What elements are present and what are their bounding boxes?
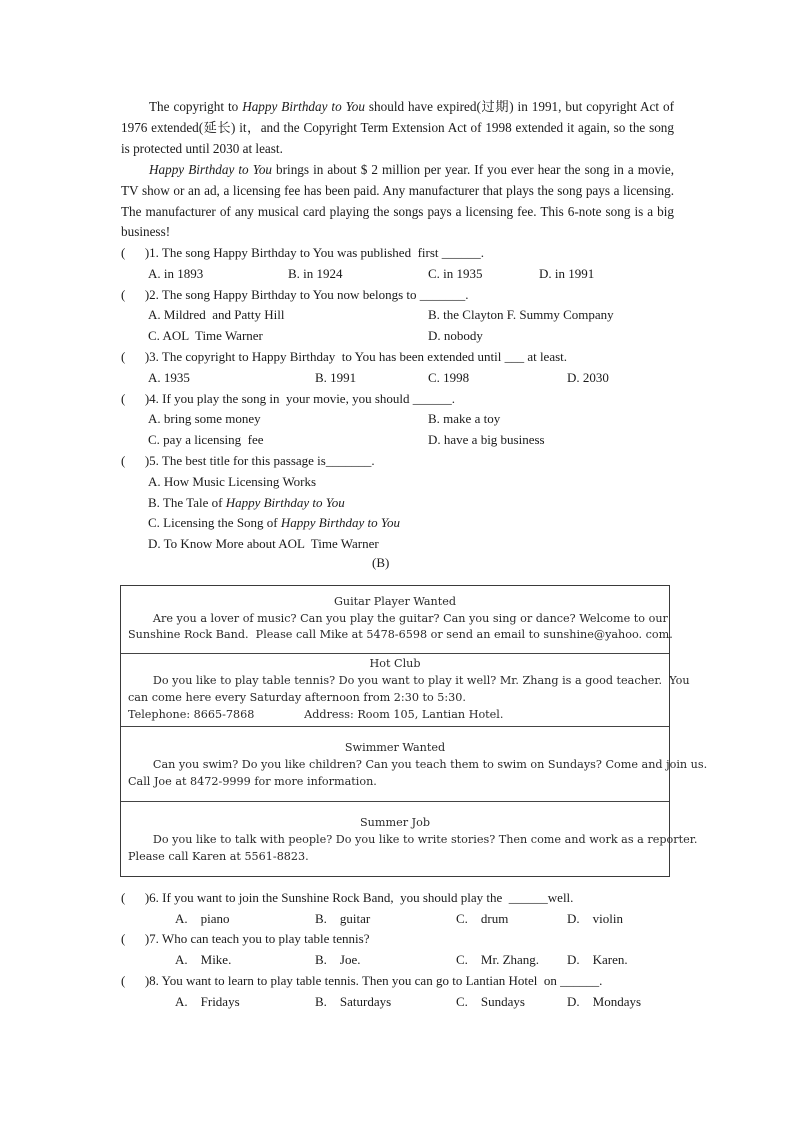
question-7-option-a[interactable]: A. Mike.: [175, 952, 232, 967]
section-b-label: (B): [372, 555, 390, 570]
question-7-option-c[interactable]: C. Mr. Zhang.: [456, 952, 540, 967]
question-2-stem: ( )2. The song Happy Birthday to You now belongs to _______.: [121, 287, 469, 302]
question-4-option-b[interactable]: B. make a toy: [428, 411, 501, 426]
ad-guitar-title: Guitar Player Wanted: [333, 595, 457, 608]
question-6-option-a[interactable]: A. piano: [175, 911, 230, 926]
ad-hot-club-line-1: Do you like to play table tennis? Do you want to play it well? Mr. Zhang is a good teacher. You: [128, 674, 690, 687]
para1-text-a: The copyright to: [149, 99, 243, 114]
question-5-option-c-text: C. Licensing the Song of: [148, 515, 281, 530]
ad-hot-club-line-2: can come here every Saturday afternoon from 2:30 to 5:30.: [128, 691, 466, 704]
question-4-option-d[interactable]: D. have a big business: [428, 432, 545, 447]
ad-hot-club-title: Hot Club: [369, 657, 421, 670]
question-8-option-a[interactable]: A. Fridays: [175, 994, 240, 1009]
ad-hot-club-line-3: Telephone: 8665-7868 Address: Room 105, Lantian Hotel.: [128, 708, 504, 721]
question-6-option-c[interactable]: C. drum: [456, 911, 509, 926]
question-2-option-d[interactable]: D. nobody: [428, 328, 483, 343]
question-5-option-c-song: Happy Birthday to You: [280, 515, 400, 530]
question-7-option-d[interactable]: D. Karen.: [567, 952, 628, 967]
question-3-option-b[interactable]: B. 1991: [315, 370, 357, 385]
ad-divider: [121, 726, 669, 727]
question-1-option-d[interactable]: D. in 1991: [539, 266, 595, 281]
para1-text-b: should have expired(过期) in 1991, but copyright Act of 1976 extended(延长) it，and the Copyright Term Extension Act of 1998 extended it again, so the song is protected until 2030 at least.: [121, 99, 674, 156]
passage-paragraph-2: [121, 160, 674, 243]
question-6-option-b[interactable]: B. guitar: [315, 911, 371, 926]
question-4-option-a[interactable]: A. bring some money: [148, 411, 261, 426]
question-5-stem: ( )5. The best title for this passage is_______.: [121, 453, 375, 468]
para2-song-title: Happy Birthday to You: [149, 162, 273, 177]
question-8-option-c[interactable]: C. Sundays: [456, 994, 525, 1009]
question-3-stem: ( )3. The copyright to Happy Birthday to You has been extended until ___ at least.: [121, 349, 568, 364]
question-1-option-c[interactable]: C. in 1935: [428, 266, 483, 281]
question-5-option-c[interactable]: [148, 513, 400, 533]
ad-divider: [121, 801, 669, 802]
question-8-option-d[interactable]: D. Mondays: [567, 994, 642, 1009]
question-8-option-b[interactable]: B. Saturdays: [315, 994, 392, 1009]
question-6-option-d[interactable]: D. violin: [567, 911, 623, 926]
question-4-option-c[interactable]: C. pay a licensing fee: [148, 432, 264, 447]
question-5-option-b-song: Happy Birthday to You: [225, 495, 345, 510]
question-2-option-c[interactable]: C. AOL Time Warner: [148, 328, 263, 343]
ad-divider: [121, 653, 669, 654]
ad-swimmer-title: Swimmer Wanted: [344, 741, 446, 754]
ads-box: [120, 585, 708, 877]
question-5-option-a[interactable]: A. How Music Licensing Works: [148, 474, 317, 489]
question-6-stem: ( )6. If you want to join the Sunshine Rock Band, you should play the ______well.: [121, 890, 574, 905]
ad-summer-job-line-2: Please call Karen at 5561-8823.: [128, 850, 309, 863]
question-7-stem: ( )7. Who can teach you to play table tennis?: [121, 931, 370, 946]
question-1-option-a[interactable]: A. in 1893: [148, 266, 204, 281]
ad-swimmer-line-1: Can you swim? Do you like children? Can you teach them to swim on Sundays? Come and join us.: [128, 758, 708, 771]
para1-song-title: Happy Birthday to You: [242, 99, 365, 114]
ad-guitar-line-1: Are you a lover of music? Can you play the guitar? Can you sing or dance? Welcome to our: [128, 612, 668, 625]
question-3-option-a[interactable]: A. 1935: [148, 370, 190, 385]
para2-text: brings in about $ 2 million per year. If you ever hear the song in a movie, TV show or an ad, a licensing fee has been paid. Any manufacturer that plays the song pays a licensing. The manufacturer of any musical card playing the songs pays a licensing fee. This 6-note song is a big business!: [121, 162, 674, 240]
ad-summer-job-title: Summer Job: [360, 816, 430, 829]
question-8-stem: ( )8. You want to learn to play table tennis. Then you can go to Lantian Hotel on ______.: [121, 973, 603, 988]
question-1-stem: ( )1. The song Happy Birthday to You was published first ______.: [121, 245, 485, 260]
question-7-option-b[interactable]: B. Joe.: [315, 952, 361, 967]
ad-summer-job-line-1: Do you like to talk with people? Do you like to write stories? Then come and work as a reporter.: [128, 833, 698, 846]
question-3-option-c[interactable]: C. 1998: [428, 370, 470, 385]
question-5-option-b-text: B. The Tale of: [148, 495, 226, 510]
ad-guitar-line-2: Sunshine Rock Band. Please call Mike at 5478-6598 or send an email to sunshine@yahoo. com.: [128, 628, 673, 641]
question-3-option-d[interactable]: D. 2030: [567, 370, 609, 385]
question-1-option-b[interactable]: B. in 1924: [288, 266, 343, 281]
question-2-option-b[interactable]: B. the Clayton F. Summy Company: [428, 307, 614, 322]
ad-swimmer-line-2: Call Joe at 8472-9999 for more information.: [128, 775, 377, 788]
question-4-stem: ( )4. If you play the song in your movie, you should ______.: [121, 391, 455, 406]
question-5-option-d[interactable]: D. To Know More about AOL Time Warner: [148, 536, 379, 551]
question-2-option-a[interactable]: A. Mildred and Patty Hill: [148, 307, 285, 322]
question-5-option-b[interactable]: [148, 493, 345, 513]
passage-paragraph-1: [121, 97, 674, 159]
